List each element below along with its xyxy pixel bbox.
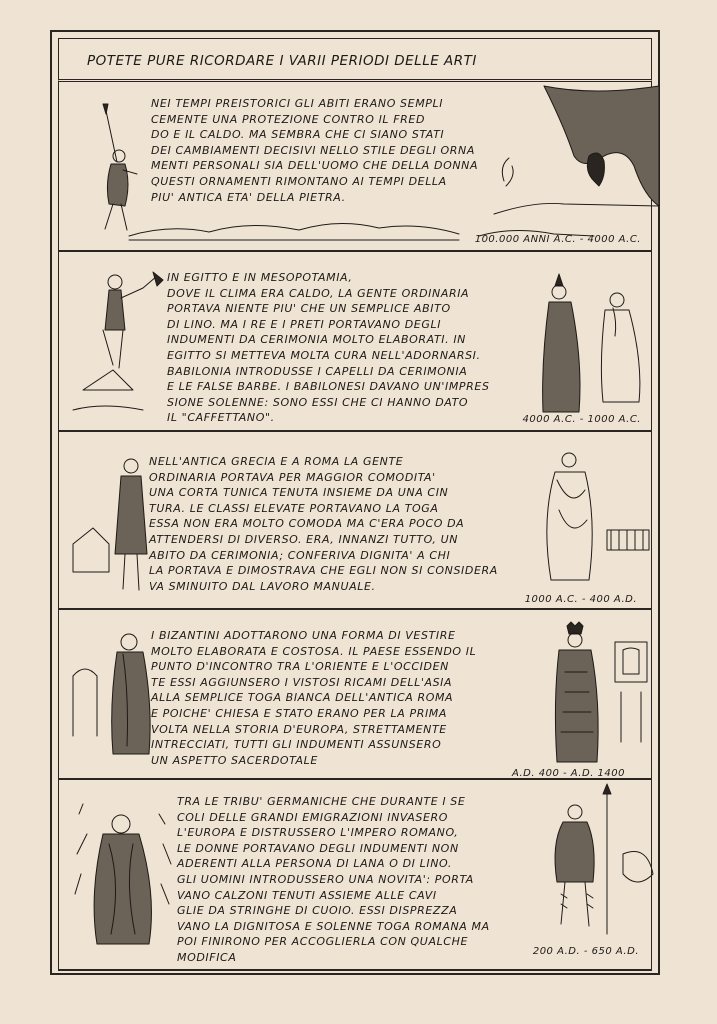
text-line: VA SMINUITO DAL LAVORO MANUALE. (149, 579, 376, 593)
text-line: IN EGITTO E IN MESOPOTAMIA, (167, 271, 353, 284)
panel-text-germanic (177, 794, 490, 966)
text-line: GLIE DA STRINGHE DI CUOIO. ESSI DISPREZZA (177, 904, 458, 918)
illustration-germanic-woman (73, 794, 173, 959)
text-line: LE DONNE PORTAVANO DEGLI INDUMENTI NON (177, 841, 459, 855)
illustration-roman-toga (537, 450, 657, 595)
illustration-babylonian-priests (529, 272, 649, 422)
panel-greece-rome (58, 432, 652, 610)
text-line: MOLTO ELABORATA E COSTOSA. IL PAESE ESSENDO IL (151, 644, 477, 658)
text-line: ALLA SEMPLICE TOGA BIANCA DELL'ANTICA ROMA (151, 691, 454, 705)
text-line: UNA CORTA TUNICA TENUTA INSIEME DA UNA CIN (149, 486, 449, 500)
text-line: PUNTO D'INCONTRO TRA L'ORIENTE E L'OCCIDEN (151, 660, 449, 674)
text-line: TE ESSI AGGIUNSERO I VISTOSI RICAMI DELL'ASIA (151, 675, 453, 689)
illustration-egyptian-worker (73, 270, 163, 420)
text-line: ATTENDERSI DI DIVERSO. ERA, INNANZI TUTTO, UN (149, 532, 459, 546)
date-label-greece: 1000 A.C. - 400 A.D. (524, 594, 637, 605)
text-line: ORDINARIA PORTAVA PER MAGGIOR COMODITA' (149, 470, 436, 484)
text-line: GLI UOMINI INTRODUSSERO UNA NOVITA': PORTA (177, 872, 474, 886)
illustration-hills (129, 214, 459, 244)
text-line: VANO LA DIGNITOSA E SOLENNE TOGA ROMANA MA (177, 919, 490, 933)
text-line: INDUMENTI DA CERIMONIA MOLTO ELABORATI. IN (167, 333, 466, 347)
text-line: CEMENTE UNA PROTEZIONE CONTRO IL FRED (151, 112, 426, 126)
text-line: IL "CAFFETTANO". (167, 411, 275, 425)
date-label-prehistoric: 100.000 ANNI A.C. - 4000 A.C. (474, 234, 641, 245)
text-line: UN ASPETTO SACERDOTALE (151, 753, 318, 767)
text-line: VANO CALZONI TENUTI ASSIEME ALLE CAVI (177, 888, 437, 902)
panel-text-byzantine (151, 628, 476, 768)
panel-egypt-mesopotamia (58, 252, 652, 432)
text-line: BABILONIA INTRODUSSE I CAPELLI DA CERIMONIA (167, 364, 468, 378)
text-line: PORTAVA NIENTE PIU' CHE UN SEMPLICE ABITO (167, 302, 451, 316)
title-bar (58, 38, 652, 82)
text-line: ADERENTI ALLA PERSONA DI LANA O DI LINO. (177, 857, 452, 871)
panel-text-egypt (167, 270, 490, 426)
text-line: EGITTO SI METTEVA MOLTA CURA NELL'ADORNARSI. (167, 348, 481, 362)
text-line: NELL'ANTICA GRECIA E A ROMA LA GENTE (149, 455, 404, 468)
text-line: DEI CAMBIAMENTI DECISIVI NELLO STILE DEGLI ORNA (151, 143, 475, 157)
panel-byzantine (58, 610, 652, 780)
date-label-byzantine: A.D. 400 - A.D. 1400 (511, 768, 625, 779)
text-line: COLI DELLE GRANDI EMIGRAZIONI INVASERO (177, 810, 449, 824)
text-line: E POICHE' CHIESA E STATO ERANO PER LA PRIMA (151, 706, 448, 720)
text-line: ESSA NON ERA MOLTO COMODA MA C'ERA POCO DA (149, 517, 465, 531)
text-line: LA PORTAVA E DIMOSTRAVA CHE EGLI NON SI CONSIDERA (149, 564, 498, 578)
text-line: INTRECCIATI, TUTTI GLI INDUMENTI ASSUNSERO (151, 738, 442, 752)
text-line: E LE FALSE BARBE. I BABILONESI DAVANO UN'IMPRES (167, 380, 490, 394)
text-line: SIONE SOLENNE: SONO ESSI CHE CI HANNO DATO (167, 395, 469, 409)
text-line: VOLTA NELLA STORIA D'EUROPA, STRETTAMENTE (151, 722, 447, 736)
page-title: POTETE PURE RICORDARE I VARII PERIODI DELLE ARTI (87, 53, 477, 69)
text-line: TRA LE TRIBU' GERMANICHE CHE DURANTE I SE (177, 795, 466, 808)
text-line: ABITO DA CERIMONIA; CONFERIVA DIGNITA' A CHI (149, 548, 451, 562)
illustration-byzantine-woman (73, 626, 163, 766)
text-line: PIU' ANTICA ETA' DELLA PIETRA. (151, 190, 346, 204)
text-line: TURA. LE CLASSI ELEVATE PORTAVANO LA TOGA (149, 501, 439, 515)
text-line: DO E IL CALDO. MA SEMBRA CHE CI SIANO STATI (151, 128, 445, 142)
text-line: DI LINO. MA I RE E I PRETI PORTAVANO DEGLI (167, 317, 442, 331)
date-label-germanic: 200 A.D. - 650 A.D. (532, 946, 639, 957)
text-line: I BIZANTINI ADOTTARONO UNA FORMA DI VESTIRE (151, 629, 456, 642)
panel-germanic-tribes (58, 780, 652, 971)
illustration-cave-scene (474, 86, 664, 246)
panel-text-prehistoric (151, 96, 478, 205)
text-line: L'EUROPA E DISTRUSSERO L'IMPERO ROMANO, (177, 826, 459, 840)
text-line: QUESTI ORNAMENTI RIMONTANO AI TEMPI DELLA (151, 174, 447, 188)
text-line: NEI TEMPI PREISTORICI GLI ABITI ERANO SEMPLI (151, 97, 444, 110)
illustration-germanic-warrior (537, 794, 657, 964)
text-line: MENTI PERSONALI SIA DELL'UOMO CHE DELLA DONNA (151, 159, 479, 173)
text-line: DOVE IL CLIMA ERA CALDO, LA GENTE ORDINARIA (167, 286, 470, 300)
text-line: POI FINIRONO PER ACCOGLIERLA CON QUALCHE (177, 935, 468, 949)
page-frame (50, 30, 660, 975)
text-line: MODIFICA (177, 950, 237, 964)
illustration-byzantine-emperor (547, 622, 657, 772)
panel-text-greece (149, 454, 498, 594)
date-label-egypt: 4000 A.C. - 1000 A.C. (522, 414, 641, 425)
panel-prehistoric (58, 82, 652, 252)
